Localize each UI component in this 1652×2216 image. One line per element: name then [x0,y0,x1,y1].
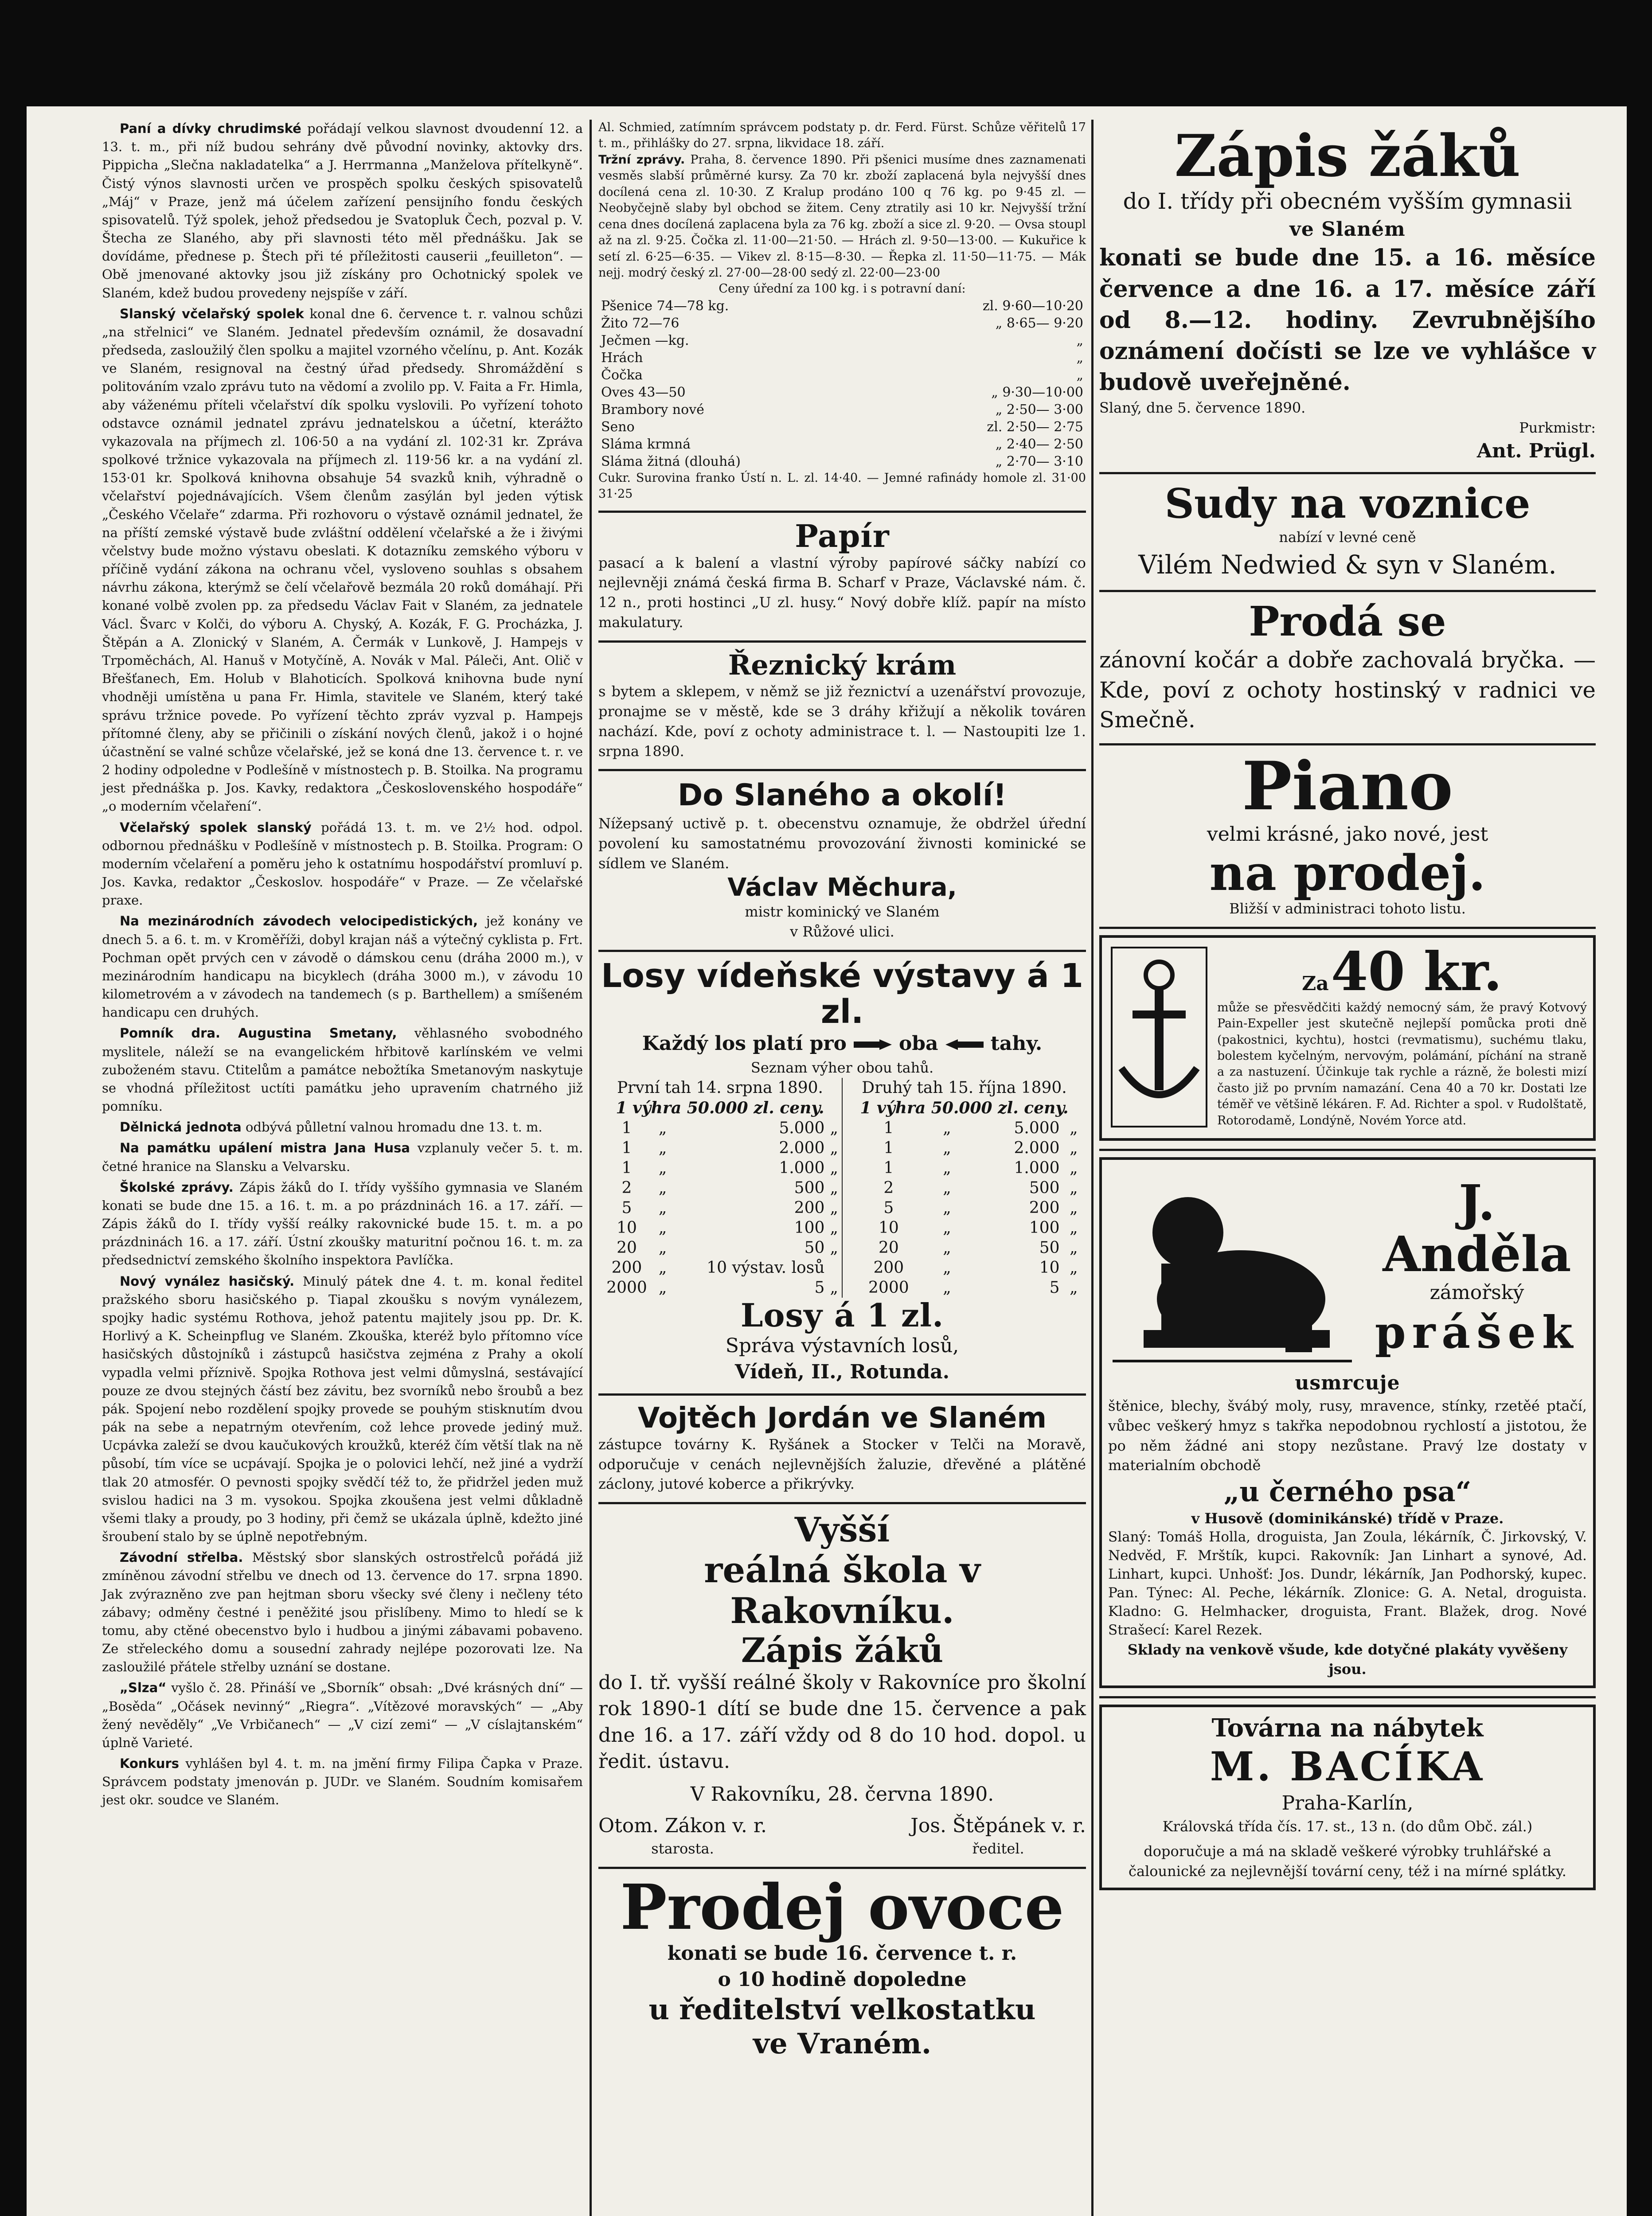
right-column [1099,120,1596,1898]
market-cell: Pšenice 74—78 kg. [601,298,729,314]
news-item [102,1679,583,1752]
lottery-cell: „ [658,1238,667,1257]
lottery-cell: „ [943,1278,951,1297]
draw-2-heading: Druhý tah 15. října 1890. [862,1078,1067,1097]
sudy-title: Sudy na voznice [1164,480,1531,528]
lottery-cell: 50 [804,1238,825,1257]
bankruptcy-note: Al. Schmied, zatímním správcem podstaty p. dr. Ferd. Fürst. Schůze věřitelů 17 t. m., přihlášky do 27. srpna, likvidace 18. září. [598,121,1086,151]
lottery-cell: 200 [794,1198,825,1217]
ovoce-line-1: konati se bude 16. července t. r. [667,1942,1017,1965]
lottery-cell: 5.000 [779,1119,825,1137]
pain-expeller-ad [1099,929,1596,1151]
papir-ad [598,513,1086,643]
lottery-cell: 20 [878,1238,899,1257]
bacika-line-1: Továrna na nábytek [1211,1713,1484,1743]
lottery-cell: „ [1069,1178,1078,1197]
market-row [598,332,1086,349]
kominik-name: Václav Měchura, [727,873,957,902]
gymnasium-title: Zápis žáků [1174,122,1521,190]
lottery-cell: 100 [794,1218,825,1237]
news-text: Zápis žáků do I. třídy vyššího gymnasia ve Slaném konati se bude dne 15. a 16. t. m. a po prázdninách 16. a 17. září. — Zápis žáků do I. třídy vyšší reálky rakovnické bude 15. t. m. a po prázdninách 16. a 17. září. Ústní zkoušky maturitní počnou 16. t. m. za předsednictví zemského školního inspektora Pavlíčka. [102,1179,583,1268]
lottery-cell: 1 [621,1139,632,1157]
ovoce-title: Prodej ovoce [620,1871,1064,1944]
lottery-cell: 1 [883,1119,894,1137]
market-row [598,367,1086,384]
lottery-cell: „ [1069,1159,1078,1177]
papir-text: pasací a k balení a vlastní výroby papírové sáčky nabízí co nejlevněji známá česká firma B. Scharf v Praze, Václavské nám. č. 12 n., proti hostinci „U zl. husy.“ Nový dobře klíž. papír na místo makulatury. [598,554,1086,631]
lottery-cell: „ [943,1238,951,1257]
lottery-cell: 1.000 [779,1159,825,1177]
rakovnik-title-3: Zápis žáků [741,1630,944,1670]
lottery-cell: 5 [883,1198,894,1217]
lottery-cell: „ [1069,1238,1078,1257]
sudy-line-1: nabízí v levné ceně [1279,529,1416,546]
lottery-cell: „ [1069,1139,1078,1157]
lottery-row [598,1278,1086,1298]
ovoce-line-2: o 10 hodině dopoledne [718,1968,967,1991]
lottery-cell: 1.000 [1014,1159,1060,1177]
market-cell: Oves 43—50 [601,384,686,400]
lottery-line-c: tahy. [990,1032,1043,1055]
gymnasium-sign-name: Ant. Prügl. [1476,439,1596,462]
market-cell: „ 2·40— 2·50 [995,436,1083,452]
piano-title: Piano [1242,747,1453,825]
market-text: Praha, 8. července 1890. Při pšenici musíme dnes zaznamenati vesměs slabší průměrné kursy. Za 70 kr. zboží zaplacená byla nejvyšší dnes docílená cena zl. 10·30. Z Kralup prodáno 100 q 76 kg. po 9·45 zl. — Neobyčejně slaby byl obchod se žitem. Ceny ztratily asi 10 kr. Nejvyšší tržní cena dnes docílená zaplacena byla za 76 kg. zboží a sice zl. 9·20. — Ovsa stoupl až na zl. 9·25. Čočka zl. 11·00—21·50. — Hrách zl. 9·50—13·00. — Kukuřice k setí zl. 6·25—6·35. — Vikev zl. 8·15—8·30. — Řepka zl. 11·50—11·75. — Mák nejj. modrý český zl. 27·00—28·00 sedý zl. 22·00—23·00 [598,152,1086,280]
bacika-line-4: Královská třída čís. 17. st., 13 n. (do dům Obč. zál.) [1162,1818,1533,1835]
news-text: konal dne 6. července t. r. valnou schůzi „na střelnici“ ve Slaném. Jednatel především oznámil, že dosavadní předseda, zasloužilý člen spolku a majitel vzorného včelínu, p. Ant. Kozák ve Slaném, resignoval na čestný úřad předsedy. Shromáždění s politováním vzalo zprávu tuto na vědomí a zvolilo pp. V. Faita a Fr. Himla, aby váženému příteli včelařství dík spolku vyslovili. Po vyřízení tohoto odstavce oznámil jednatel zprávu jednatelskou a účetní, kterážto vykazovala na příjmech zl. 106·50 a na vydání zl. 102·31 kr. Zpráva spolkové tržnice vykazovala na příjmech zl. 119·56 kr. a na vydání zl. 153·01 kr. Spolková knihovna obsahuje 54 svazků knih, výhradně o včelařství pojednávajících. Všem členům zasýlán byl jeden výtisk „Českého Včelaře“ zdarma. Při rozhovoru o výstavě oznámil jednatel, že na příští zemské výstavě bude zvláštní oddělení včelařské a že i živými včelstvy bude možno výstavu obeslati. K dotazníku zemského výboru v příčině vydání zákona na ochranu včel, vysloveno souhlas s obsahem návrhu zákona, kterýmž se čelí včelařově bezmála 20 roků domáhají. Při konané volbě zvolen pp. za předsedu Václav Fait v Slaném, za jednatele Václ. Švarc v Kolči, do výboru A. Chyský, A. Kozák, F. G. Procházka, J. Štěpán a A. Zlonický v Slaném, A. Čermák v Lunkově, J. Hampejs v Trpoměchách, Al. Hanuš v Motyčíně, A. Novák v Mal. Páleči, Ant. Olič v Břešťanech, Em. Holub v Blahoticích. Spolková knihovna bude nyní vhodněji umístěna u pana Fr. Himla, stavitele ve Slaném, který také správu tržnice povede. Po vyřízení těchto zpráv vyzval p. Hampejs přítomné členy, aby se přičinili o získání nových členů, jakož i o hojné účastnění se valné schůze včelařské, jež se koná dne 13. července t. r. ve 2 hodiny odpoledne v Podlešíně v místnostech p. B. Stoilka. Na programu jest přednáška p. Jos. Kavky, redaktora „Československého hospodáře“ „o moderním včelaření“. [102,306,583,814]
andela-name: J. Anděla [1383,1174,1571,1283]
gymnasium-text: konati se bude dne 15. a 16. měsíce července a dne 16. a 17. měsíce září od 8.—12. hodiny. Zevrubnějšího oznámení dočísti se lze ve vyhlášce v budově uveřejněné. [1099,244,1596,396]
lottery-office: Správa výstavních losů, [725,1334,959,1357]
ovoce-line-4: ve Vraném. [753,2027,932,2060]
lottery-cell: 5 [621,1198,632,1217]
gymnasium-sign-role: Purkmistr: [1519,419,1596,437]
lottery-ad [598,952,1086,1396]
andela-shop: „u černého psa“ [1223,1475,1472,1508]
market-row [598,349,1086,367]
lottery-cell: „ [826,1138,842,1158]
lottery-cell: 500 [794,1178,825,1197]
news-text: pořádá 13. t. m. ve 2½ hod. odpol. odbornou přednášku v Podlešíně v místnostech p. B. Stoilka. Program: O moderním včelaření a poměru jeho k ostatnímu hospodářství promluví p. Jos. Kavka, redaktor „Českoslov. hospodáře“ v Praze. — Ze včelařské praxe. [102,819,583,908]
lottery-cell: „ [658,1139,667,1157]
news-text: jež konány ve dnech 5. a 6. t. m. v Kroměříži, dobyl krajan náš a výtečný cyklista p. Frt. Pochman opět prvých cen v závodě o dámskou cenu (dráha 2000 m.), v mezinárodním handicapu na bicyklech (dráha 3000 m.), v závodu 10 kilometrovém a v závodech na tandemech (s p. Barthellem) a smíšeném handicapu cen druhých. [102,913,583,1020]
proda-ad [1099,592,1596,745]
news-text: Městský sbor slanských ostrostřelců pořádá již zmíněnou závodní střelbu ve dnech od 13. července do 17. srpna 1890. Jak zvýrazněno zve pan hejtman sboru všecky své členy i nečleny této zábavy; odměny čestné i peněžité jsou přislíbeny. Mimo to hledí se k tomu, aby ctěné obecenstvo bylo i hudbou a jinými zábavami pobaveno. Ze střeleckého domu a sousední zahrady nejlépe pozorovati lze. Na zasloužilé přátele střelby uznání se dostane. [102,1550,583,1675]
news-text: pořádají velkou slavnost dvoudenní 12. a 13. t. m., při níž budou sehrány dvě původní novinky, aktovky drs. Pippicha „Slečna nakladatelka“ a J. Herrmanna „Manželova přítelkyně“. Čistý výnos slavnosti určen ve prospěch spolku českých spisovatelů „Máj“ v Praze, jenž má účelem zařízení pensijního fondu českých spisovatelů. Týž spolek, jehož předsedou je Svatopluk Čech, pozval p. V. Štecha ze Slaného, aby při slavnosti této měl přednášku. Jak se dovídáme, přednese p. Štech při té příležitosti causerii „feuilleton“. — Obě jmenované aktovky jsou již získány pro Ochotnický spolek ve Slaném, kdež budou provedeny nejspíše v září. [102,121,583,300]
lottery-cell: „ [1069,1198,1078,1217]
lottery-line-a: Každý los platí pro [642,1032,847,1055]
andela-shop-address: v Husově (dominikánské) třídě v Praze. [1191,1510,1504,1527]
lottery-cell: 200 [873,1258,904,1277]
lottery-cell: 5 [814,1278,825,1297]
lottery-cell: 2.000 [1014,1139,1060,1157]
newspaper-page [27,106,1627,2216]
lottery-cell: „ [826,1278,842,1298]
lottery-row [598,1198,1086,1218]
kominik-text: Nížepsaný uctivě p. t. obecenstvu oznamuje, že obdržel úřední povolení ku samostatnému provozování živnosti kominické se sídlem ve Slaném. [598,815,1086,872]
lottery-cell: „ [1069,1278,1078,1297]
market-footer: Cukr. Surovina franko Ústí n. L. zl. 14·40. — Jemné rafinády homole zl. 31·00 31·25 [598,471,1086,501]
market-cell: Seno [601,419,635,435]
lottery-cell: 1 [883,1139,894,1157]
lottery-title: Losy vídeňské výstavy á 1 zl. [601,957,1083,1031]
lottery-cell: 20 [617,1238,637,1257]
news-text: odbývá půlletní valnou hromadu dne 13. t. m. [246,1120,543,1135]
lottery-address: Vídeň, II., Rotunda. [734,1361,950,1384]
lottery-cell: „ [826,1158,842,1178]
lottery-cell [826,1258,842,1278]
news-item [102,1549,583,1676]
middle-column [598,120,1086,2069]
market-row [598,384,1086,401]
news-item [102,120,583,302]
lottery-cell: 2.000 [779,1139,825,1157]
column-rule [590,120,592,2216]
market-caption: Ceny úřední za 100 kg. i s potravní daní: [719,282,966,296]
market-cell: zl. 9·60—10·20 [982,298,1083,314]
lottery-cell: 2 [883,1178,894,1197]
lottery-cell: „ [658,1258,667,1277]
lottery-cell: „ [943,1119,951,1137]
andela-line-3: usmrcuje [1295,1371,1400,1394]
market-report [598,120,1086,513]
lottery-row [598,1218,1086,1238]
reznicky-title: Řeznický krám [728,648,957,681]
andela-footer: Sklady na venkově všude, kde dotyčné plakáty vyvěšeny jsou. [1127,1641,1568,1678]
market-cell: Sláma krmná [601,436,691,452]
piano-line-3: Bližší v administraci tohoto listu. [1229,900,1466,917]
market-cell: Hrách [601,350,643,366]
rakovnik-title-2: reálná škola v Rakovníku. [704,1549,980,1631]
lottery-cell: „ [658,1278,667,1297]
lottery-cell: „ [658,1178,667,1197]
lottery-cell: 1 [621,1119,632,1137]
draw-1-main: 1 výhra 50.000 zl. ceny. [598,1098,842,1118]
column-rule [1091,120,1094,2216]
lottery-row [598,1138,1086,1158]
price-prefix: Za [1302,972,1329,995]
news-heading: Slanský včelařský spolek [120,306,304,321]
ovoce-line-3: u ředitelství velkostatku [648,1993,1036,2026]
news-item [102,1178,583,1270]
lottery-cell: 200 [611,1258,642,1277]
lottery-cell: 200 [1029,1198,1060,1217]
lottery-cell: „ [943,1139,951,1157]
lottery-cell: „ [943,1159,951,1177]
gymnasium-line-2: ve Slaném [1289,218,1406,241]
lottery-cell: 5.000 [1014,1119,1060,1137]
lottery-cell: „ [658,1198,667,1217]
lottery-cell: „ [1069,1258,1078,1277]
reznicky-text: s bytem a sklepem, v němž se již řeznictví a uzenářství provozuje, pronajme se v městě, kde se 3 dráhy křižují a několik továren nachází. Kde, poví z ochoty administrace t. l. — Nastoupiti lze 1. srpna 1890. [598,683,1086,760]
lottery-cell: 500 [1029,1178,1060,1197]
news-item [102,1118,583,1136]
draw-2-main: 1 výhra 50.000 zl. ceny. [860,1098,1069,1117]
lottery-cell: 1 [621,1159,632,1177]
rakovnik-sign-2-role: ředitel. [972,1840,1024,1857]
draw-1-heading: První tah 14. srpna 1890. [598,1078,842,1098]
market-row [598,418,1086,436]
sudy-ad [1099,474,1596,592]
andela-line-2: prášek [1375,1306,1579,1358]
lottery-cell: „ [658,1119,667,1137]
lottery-cell: „ [1069,1119,1078,1137]
news-heading: „Slza“ [120,1680,167,1696]
lottery-cell: 2000 [868,1278,909,1297]
pointing-hand-icon [853,1032,893,1058]
piano-line-1: velmi krásné, jako nové, jest [1207,823,1488,846]
lottery-cell: „ [826,1218,842,1238]
news-item [102,819,583,910]
news-heading: Konkurs [120,1756,180,1771]
lottery-row [598,1178,1086,1198]
market-cell: „ 9·30—10·00 [991,384,1083,400]
reznicky-ad [598,643,1086,772]
papir-title: Papír [795,517,890,554]
market-heading: Tržní zprávy. [598,152,685,167]
lottery-row [598,1258,1086,1278]
news-item [102,1024,583,1116]
jordan-title: Vojtěch Jordán ve Slaném [637,1401,1047,1435]
lottery-cell: „ [826,1238,842,1258]
market-row [598,297,1086,315]
rakovnik-date: V Rakovníku, 28. června 1890. [690,1783,994,1806]
gymnasium-ad [1099,120,1596,474]
bacika-ad [1099,1698,1596,1898]
andela-dealers: Slaný: Tomáš Holla, droguista, Jan Zoula, lékárník, Č. Jirkovský, V. Nedvěd, F. Mrštík, kupci. Rakovník: Jan Linhart a synové, Ad. Linhart, kupci. Unhošť: Jos. Dundr, lékárník, Jan Podhorský, kupec. Pan. Týnec: Al. Peche, lékárník. Zlonice: G. A. Netal, droguista. Kladno: G. Helmhacker, droguista, Frant. Blažek, drog. Nové Strašecí: Karel Rezek. [1108,1529,1587,1638]
news-heading: Včelařský spolek slanský [120,819,312,835]
kominik-address: v Růžové ulici. [790,923,894,940]
piano-line-2: na prodej. [1209,844,1486,902]
jordan-text: zástupce továrny K. Ryšánek a Stocker v Telči na Moravě, odporučuje v cenách nejlevnějších žaluzie, dřevěné a plátěné záclony, jutové koberce a přikrývky. [598,1436,1086,1493]
market-table [598,297,1086,470]
news-heading: Na mezinárodních závodech velocipedistických, [120,913,478,929]
proda-title: Prodá se [1249,597,1446,646]
lottery-cell: „ [943,1198,951,1217]
lottery-row [598,1158,1086,1178]
lottery-cell: „ [826,1198,842,1218]
rakovnik-title-1: Vyšší [794,1510,890,1550]
news-text: vyšlo č. 28. Přináší ve „Sborník“ obsah: „Dvé krásných dní“ — „Bosěda“ „Očásek nevinný“ „Riegra“. „Vítězové moravských“ — „Aby žený nevěděly“ „Ve Vrbičanech“ — „V cizí zemi“ — „V císlajtanském“ úplně Varieté. [102,1680,583,1750]
news-heading: Školské zprávy. [120,1179,234,1195]
news-heading: Paní a dívky chrudimské [120,121,301,136]
lottery-cell: „ [826,1118,842,1138]
lottery-cell: 100 [1029,1218,1060,1237]
news-item [102,1272,583,1546]
market-row [598,453,1086,470]
market-cell: „ [1076,350,1083,366]
ovoce-ad [598,1869,1086,2069]
lottery-cell: 5 [1049,1278,1060,1297]
kominik-title: Do Slaného a okolí! [677,778,1007,813]
gymnasium-line-1: do I. třídy při obecném vyšším gymnasii [1123,188,1572,214]
proda-text: zánovní kočár a dobře zachovalá bryčka. — Kde, poví z ochoty hostinský v radnici ve Smečně. [1099,647,1596,733]
bacika-line-3: Praha-Karlín, [1281,1792,1414,1815]
lottery-cell: 10 [1039,1258,1060,1277]
market-cell: „ [1076,367,1083,383]
news-text: vzplanuly večer 5. t. m. četné hranice na Slansku a Velvarsku. [102,1140,583,1174]
lottery-cell: 2 [621,1178,632,1197]
market-cell: Žito 72—76 [601,315,680,331]
bacika-text: doporučuje a má na skladě veškeré výrobky truhlářské a čalounické za nejlevnější tovární ceny, též i na mírné splátky. [1129,1843,1566,1880]
lottery-cell: „ [658,1218,667,1237]
jordan-ad [598,1396,1086,1504]
lottery-table [598,1078,1086,1298]
lottery-cell: „ [826,1178,842,1198]
kominik-ad [598,771,1086,952]
pain-expeller-text: může se přesvědčiti každý nemocný sám, že pravý Kotvový Pain-Expeller jest skutečně nejlepší pomůcka proti dně (pakostnici, kychtu), hostci (revmatismu), suchému tlaku, bolestem kyčelným, nervovým, polámání, píchání na straně a za nastuzení. Účinkuje tak rychle a rázně, že bolesti mizí často již po prvním namazání. Cena 40 a 70 kr. Dostati lze téměř ve většině lékáren. F. Ad. Richter a spol. v Rudolštatě, Rotorodamě, Londýně, Novém Yorce atd. [1217,1000,1587,1128]
lottery-footer-title: Losy á 1 zl. [740,1296,944,1334]
gymnasium-date: Slaný, dne 5. července 1890. [1099,399,1306,417]
rakovnik-sign-1-role: starosta. [651,1840,714,1857]
lottery-subtitle: Seznam výher obou tahů. [750,1059,934,1076]
anchor-icon [1108,944,1210,1130]
lottery-cell: „ [943,1178,951,1197]
bacika-line-2: M. BACÍKA [1210,1743,1485,1791]
news-item [102,912,583,1022]
market-cell: „ [1076,332,1083,348]
rakovnik-sign-1: Otom. Zákon v. r. [598,1814,767,1837]
market-cell: „ 2·50— 3·00 [995,402,1083,417]
news-column [102,120,583,1812]
andela-line-1: zámořský [1429,1281,1524,1304]
market-cell: Brambory nové [601,402,704,417]
market-row [598,401,1086,418]
lottery-cell: 10 výstav. losů [707,1258,825,1277]
lottery-cell: 50 [1039,1238,1060,1257]
rakovnik-text: do I. tř. vyšší reálné školy v Rakovníce pro školní rok 1890-1 dítí se bude dne 15. července a pak dne 16. a 17. září vždy od 8 do 10 hod. dopol. u ředit. ústavu. [598,1671,1086,1773]
pointing-hand-icon [945,1032,984,1058]
lottery-cell: „ [943,1218,951,1237]
news-heading: Nový vynález hasičský. [120,1273,295,1289]
market-cell: „ 2·70— 3·10 [995,453,1083,469]
news-heading: Na památku upálení mistra Jana Husa [120,1140,410,1156]
lottery-cell: 2000 [606,1278,647,1297]
kominik-role: mistr kominický ve Slaném [745,903,940,921]
market-row [598,315,1086,332]
news-text: věhlasného svobodného myslitele, náleží se na evangelickém hřbitově karlínském ve velmi zuboženém stavu. Ctitelům a památce nebožtíka Smetanovým naskytuje se vhodná příležitost uctíti památku jeho upravením chatrného již pomníku. [102,1026,583,1114]
news-text: Minulý pátek dne 4. t. m. konal ředitel pražského sboru hasičského p. Tiapal zkoušku s novým vynálezem, spojky hadic systému Rothova, jehož patentu majitely jsou pp. Dr. K. Horlivý a K. Scheinpflug ve Slaném. Zkouška, kteréž bylo přítomno více hasičských důstojníků i zástupců hasičstva zejména z Prahy a okolí vypadla velmi příznivě. Spojka Rothova jest velmi důmyslná, sestávající pouze ze dvou stejných částí bez závitu, bez svorníků nebo šroubů a bez pák. Spojení nebo rozdělení spojky provede se pouhým stisknutím dvou pák na sebe a nepatrným otevřením, což lehce provede jediný muž. Ucpávka zaleží se dvou kaučukových kroužků, kteréž čím větší tlak na ně působí, tím více se ucpávají. Spojka je o polovici lehčí, než jiné a vydrží tlak 20 atmosfér. O pevnosti spojky svědčí též to, že přidržel jeden muž svislou hadici na 3 m. vysokou. Spojka zkoušena jest velmi důkladně všemi tlaky a proudy, po 3 hodiny, při čemž se ukázala úplně, kdežto jiné šroubení stalo by se úplně nepotřebným. [102,1273,583,1545]
andela-text: štěnice, blechy, švábý moly, rusy, mravence, stínky, rzetěé ptačí, vůbec veškerý hmyz s takřka nepodobnou rychlostí a jistotou, že po něm žádné ani stopy nezůstane. Pravý lze dostaty v materialním obchodě [1108,1397,1587,1474]
piano-ad [1099,745,1596,929]
news-heading: Pomník dra. Augustina Smetany, [120,1026,397,1041]
lottery-cell: „ [943,1258,951,1277]
news-text: vyhlášen byl 4. t. m. na jmění firmy Filipa Čapka v Praze. Správcem podstaty jmenován p. JUDr. ve Slaném. Soudním komisařem jest okr. soudce ve Slaném. [102,1756,583,1808]
market-cell: „ 8·65— 9·20 [995,315,1083,331]
news-item [102,1755,583,1810]
lottery-cell: 10 [617,1218,637,1237]
price-value: 40 kr. [1331,940,1502,1003]
market-cell: Ječmen —kg. [601,332,689,348]
andela-ad [1099,1151,1596,1698]
market-cell: Čočka [601,367,643,383]
lottery-line-b: oba [898,1032,938,1055]
sudy-line-2: Vilém Nedwied & syn v Slaném. [1138,549,1557,580]
market-row [598,436,1086,453]
news-item [102,305,583,816]
lottery-row [598,1118,1086,1138]
news-heading: Dělnická jednota [120,1120,242,1135]
lottery-cell: 10 [878,1218,899,1237]
lottery-row [598,1238,1086,1258]
news-item [102,1139,583,1175]
market-cell: Sláma žitná (dlouhá) [601,453,741,469]
news-heading: Závodní střelba. [120,1550,243,1565]
lottery-cell: 1 [883,1159,894,1177]
lottery-cell: „ [658,1159,667,1177]
dog-illustration [1108,1166,1356,1370]
rakovnik-sign-2: Jos. Štěpánek v. r. [910,1814,1086,1837]
lottery-cell: „ [1069,1218,1078,1237]
rakovnik-ad [598,1504,1086,1869]
market-cell: zl. 2·50— 2·75 [987,419,1083,435]
